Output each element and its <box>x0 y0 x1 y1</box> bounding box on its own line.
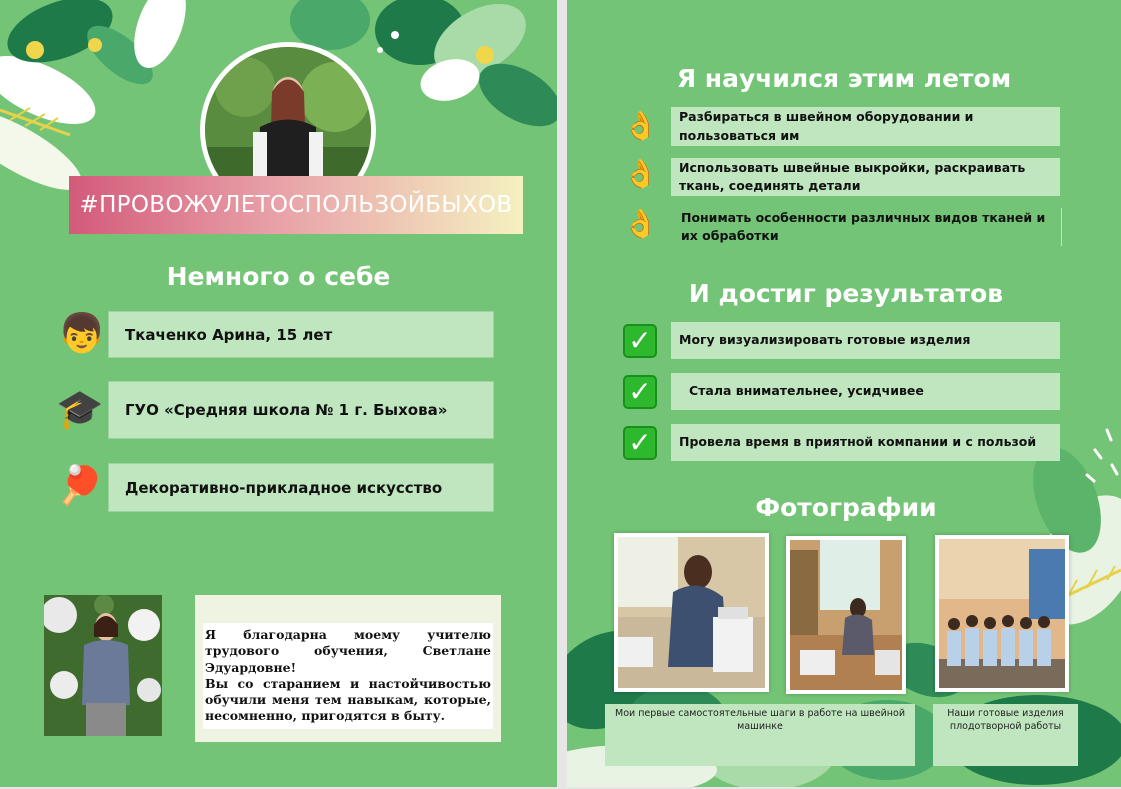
learned-heading: Я научился этим летом <box>676 64 1012 93</box>
hashtag-banner <box>69 176 523 234</box>
about-item-hobby <box>108 463 494 512</box>
group-photo-image <box>939 539 1065 688</box>
about-item-label: Декоративно-прикладное искусство <box>125 478 443 497</box>
ping-pong-icon: 🏓 <box>56 463 104 507</box>
result-item <box>671 322 1060 359</box>
result-item-text: Провела время в приятной компании и с пользой <box>679 434 1037 450</box>
caption-group: Наши готовые изделия плодотворной работы <box>933 704 1078 766</box>
learned-item-text: Разбираться в швейном оборудовании и пользоваться им <box>679 109 974 143</box>
sewing-photo-image <box>618 537 765 688</box>
graduation-cap-icon: 🎓 <box>56 387 104 431</box>
about-item-name <box>108 311 494 358</box>
learned-item <box>671 107 1060 146</box>
result-item-text: Стала внимательнее, усидчивее <box>689 383 924 399</box>
photo-workshop <box>786 536 906 694</box>
ok-hand-icon: 👌 <box>623 109 658 142</box>
thanks-text <box>203 623 493 729</box>
learned-item <box>673 208 1062 246</box>
photo-group <box>935 535 1069 692</box>
learned-item <box>671 158 1060 196</box>
checkmark-icon: ✓ <box>623 324 657 358</box>
learned-item-text: Понимать особенности различных видов тканей и их обработки <box>681 209 1046 243</box>
about-heading: Немного о себе <box>166 262 391 291</box>
hashtag-text: #ПРОВОЖУЛЕТОСПОЛЬЗОЙБЫХОВ <box>79 192 513 218</box>
caption-sewing: Мои первые самостоятельные шаги в работе на швейной машинке <box>605 704 915 766</box>
thanks-card <box>195 595 501 742</box>
ok-hand-icon: 👌 <box>623 157 658 190</box>
teacher-photo <box>44 595 162 736</box>
result-item <box>671 373 1060 410</box>
left-page <box>0 0 557 787</box>
boy-face-icon: 👦 <box>58 311 106 355</box>
result-item-text: Могу визуализировать готовые изделия <box>679 332 971 348</box>
photos-heading: Фотографии <box>755 493 937 522</box>
learned-item-text: Использовать швейные выкройки, раскраивать ткань, соединять детали <box>679 159 1026 193</box>
thanks-paragraph: Вы со старанием и настойчивостью обучили меня тем навыкам, которые, несомненно, пригодятся в быту. <box>205 675 491 724</box>
about-item-label: Ткаченко Арина, 15 лет <box>125 325 333 344</box>
result-item <box>671 424 1060 461</box>
checkmark-icon: ✓ <box>623 375 657 409</box>
about-item-school <box>108 381 494 439</box>
results-heading: И достиг результатов <box>688 279 1004 308</box>
workshop-photo-image <box>790 540 902 690</box>
photo-sewing-machine <box>614 533 769 692</box>
teacher-portrait-image <box>44 595 162 736</box>
about-item-label: ГУО «Средняя школа № 1 г. Быхова» <box>125 401 448 419</box>
right-page <box>567 0 1121 787</box>
ok-hand-icon: 👌 <box>623 207 658 240</box>
checkmark-icon: ✓ <box>623 426 657 460</box>
thanks-paragraph: Я благодарна моему учителю трудового обучения, Светлане Эдуардовне! <box>205 627 491 675</box>
